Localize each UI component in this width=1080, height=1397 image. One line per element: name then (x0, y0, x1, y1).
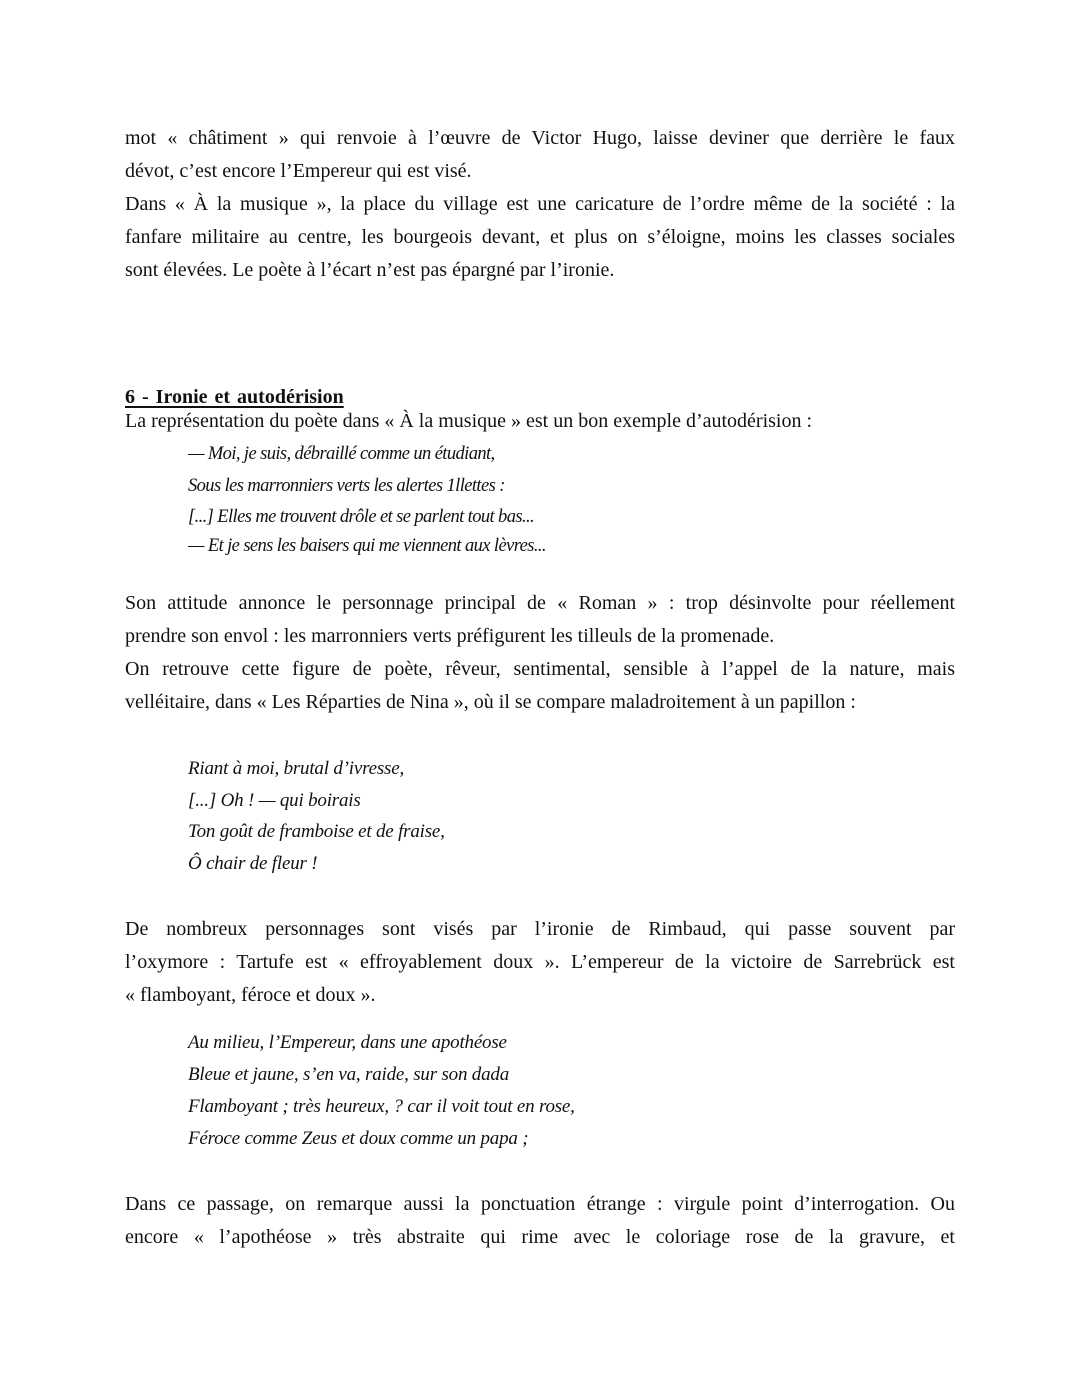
section-intro-line: La représentation du poète dans « À la musique » est un bon exemple d’autodérision : (125, 410, 813, 432)
quote-verse: [...] Oh ! — qui boirais (188, 790, 361, 811)
paragraph-line: On retrouve cette figure de poète, rêveur, sentimental, sensible à l’appel de la nature, mais (125, 658, 955, 680)
quote-verse: Riant à moi, brutal d’ivresse, (188, 758, 404, 779)
section-heading: 6 - Ironie et autodérision (125, 386, 344, 408)
paragraph-line: mot « châtiment » qui renvoie à l’œuvre de Victor Hugo, laisse deviner que derrière le faux (125, 127, 955, 149)
paragraph-line: Dans « À la musique », la place du village est une caricature de l’ordre même de la société : la (125, 193, 955, 215)
quote-verse: Féroce comme Zeus et doux comme un papa ; (188, 1128, 529, 1149)
paragraph-line: « flamboyant, féroce et doux ». (125, 984, 376, 1006)
paragraph-line: De nombreux personnages sont visés par l’ironie de Rimbaud, qui passe souvent par (125, 918, 955, 940)
quote-verse: Bleue et jaune, s’en va, raide, sur son dada (188, 1064, 510, 1085)
quote-verse: [...] Elles me trouvent drôle et se parlent tout bas... (188, 507, 535, 527)
quote-verse: Ô chair de fleur ! (188, 853, 318, 874)
paragraph-line: prendre son envol : les marronniers verts préfigurent les tilleuls de la promenade. (125, 625, 775, 647)
quote-verse: — Moi, je suis, débraillé comme un étudiant, (188, 444, 495, 464)
paragraph-line: fanfare militaire au centre, les bourgeois devant, et plus on s’éloigne, moins les classes sociales (125, 226, 955, 248)
quote-verse: Au milieu, l’Empereur, dans une apothéose (188, 1032, 507, 1053)
quote-verse: — Et je sens les baisers qui me viennent aux lèvres... (188, 536, 546, 556)
quote-verse: Ton goût de framboise et de fraise, (188, 821, 445, 842)
quote-verse: Sous les marronniers verts les alertes 1llettes : (188, 476, 505, 496)
paragraph-line: sont élevées. Le poète à l’écart n’est pas épargné par l’ironie. (125, 259, 615, 281)
paragraph-line: dévot, c’est encore l’Empereur qui est visé. (125, 160, 472, 182)
paragraph-line: velléitaire, dans « Les Réparties de Nina », où il se compare maladroitement à un papillon : (125, 691, 856, 713)
paragraph-line: Son attitude annonce le personnage principal de « Roman » : trop désinvolte pour réellement (125, 592, 955, 614)
paragraph-line: l’oxymore : Tartufe est « effroyablement doux ». L’empereur de la victoire de Sarrebrück est (125, 951, 955, 973)
quote-verse: Flamboyant ; très heureux, ? car il voit tout en rose, (188, 1096, 575, 1117)
paragraph-line: Dans ce passage, on remarque aussi la ponctuation étrange : virgule point d’interrogation. Ou (125, 1193, 955, 1215)
paragraph-line: encore « l’apothéose » très abstraite qui rime avec le coloriage rose de la gravure, et (125, 1226, 955, 1248)
